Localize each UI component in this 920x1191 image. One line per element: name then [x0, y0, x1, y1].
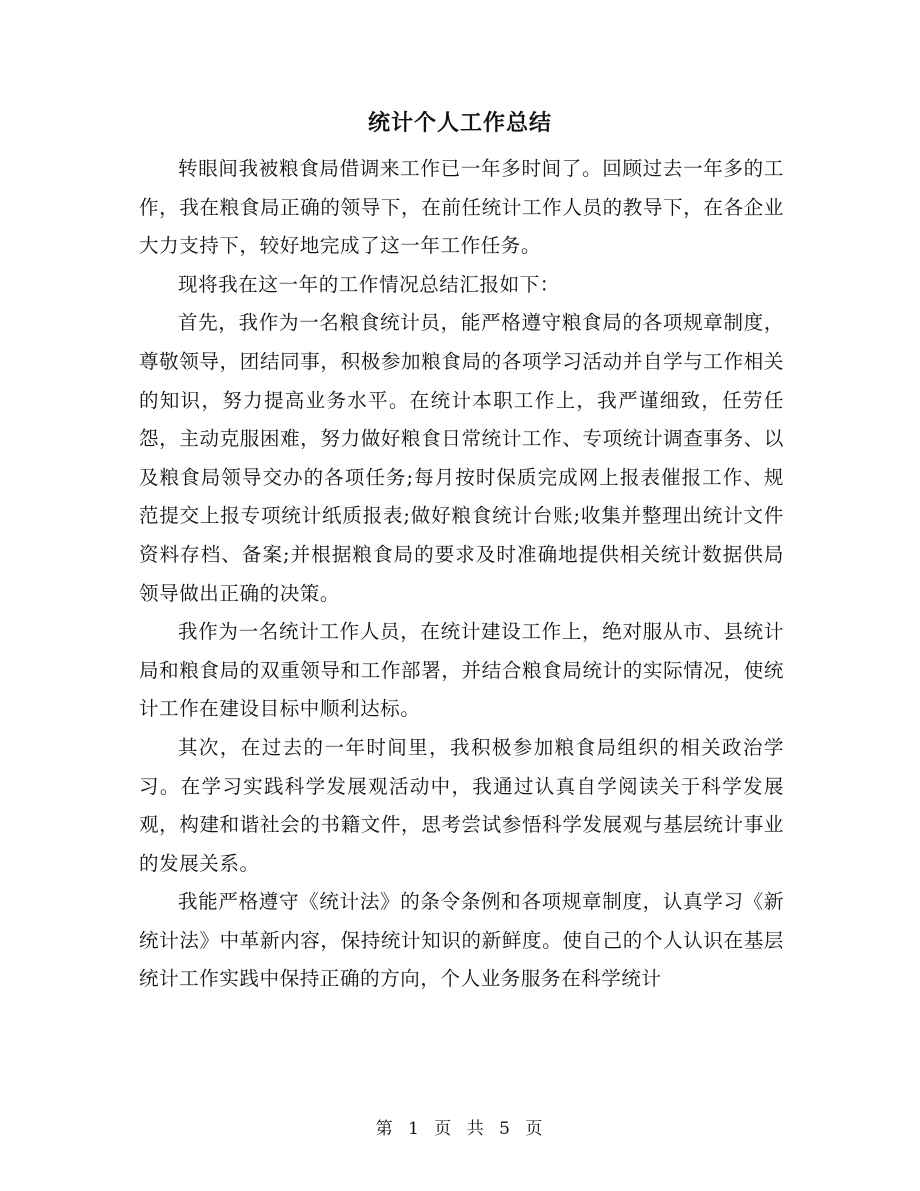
paragraph-4: 我作为一名统计工作人员，在统计建设工作上，绝对服从市、县统计局和粮食局的双重领导和工作部署，并结合粮食局统计的实际情况，使统计工作在建设目标中顺利达标。: [139, 620, 784, 721]
paragraph-1: 转眼间我被粮食局借调来工作已一年多时间了。回顾过去一年多的工作，我在粮食局正确的领导下，在前任统计工作人员的教导下，在各企业大力支持下，较好地完成了这一年工作任务。: [139, 157, 784, 258]
paragraph-6: 我能严格遵守《统计法》的条令条例和各项规章制度，认真学习《新统计法》中革新内容，保持统计知识的新鲜度。使自己的个人认识在基层统计工作实践中保持正确的方向，个人业务服务在科学统计: [139, 890, 784, 991]
document-title: 统计个人工作总结: [367, 110, 552, 136]
document-body: [139, 150, 784, 999]
paragraph-2: 现将我在这一年的工作情况总结汇报如下：: [178, 272, 560, 296]
paragraph-5: 其次，在过去的一年时间里，我积极参加粮食局组织的相关政治学习。在学习实践科学发展观活动中，我通过认真自学阅读关于科学发展观，构建和谐社会的书籍文件，思考尝试参悟科学发展观与基层统计事业的发展关系。: [139, 735, 784, 875]
paragraph-3: 首先，我作为一名粮食统计员，能严格遵守粮食局的各项规章制度，尊敬领导，团结同事，积极参加粮食局的各项学习活动并自学与工作相关的知识，努力提高业务水平。在统计本职工作上，我严谨细致，任劳任怨，主动克服困难，努力做好粮食日常统计工作、专项统计调查事务、以及粮食局领导交办的各项任务;每月按时保质完成网上报表催报工作、规范提交上报专项统计纸质报表;做好粮食统计台账;收集并整理出统计文件资料存档、备案;并根据粮食局的要求及时准确地提供相关统计数据供局领导做出正确的决策。: [139, 311, 784, 605]
page-number-footer: 第 1 页 共 5 页: [375, 1119, 545, 1139]
